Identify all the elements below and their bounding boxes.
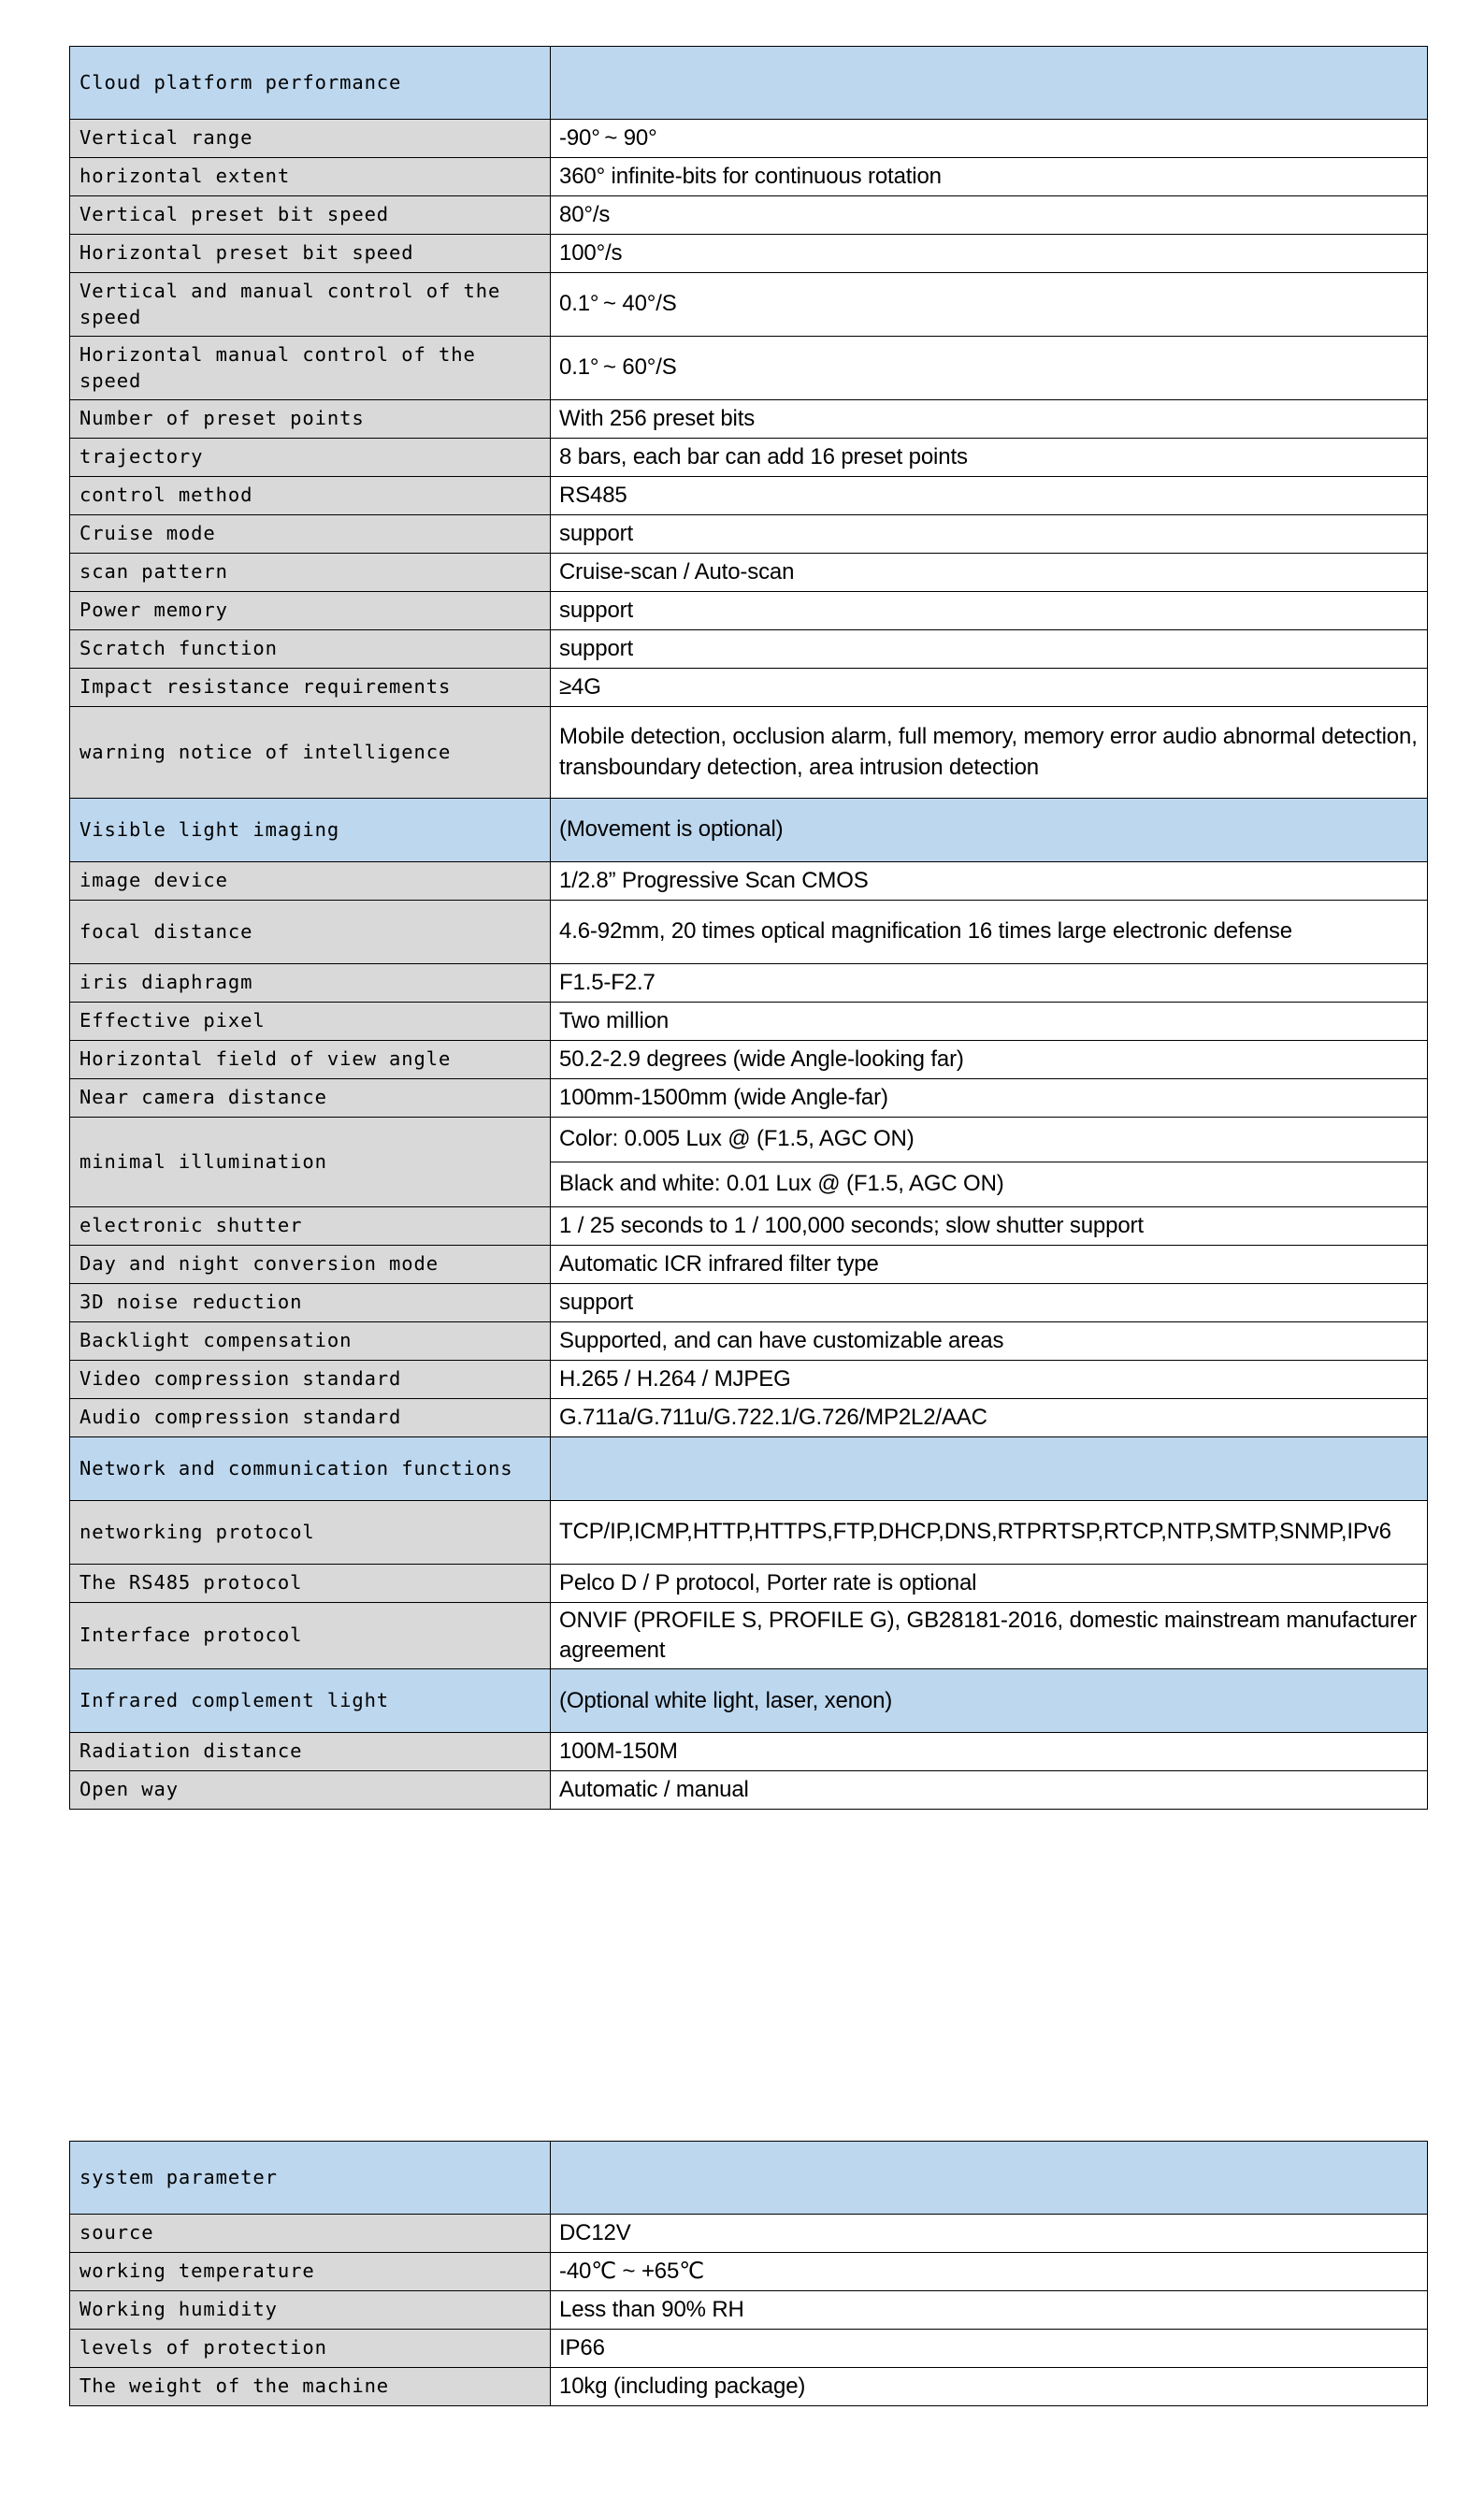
spec-label: Impact resistance requirements [70, 669, 551, 707]
table-row [70, 1041, 1428, 1079]
section-header-value: (Optional white light, laser, xenon) [551, 1669, 1428, 1733]
spec-value: 0.1° ~ 60°/S [551, 337, 1428, 400]
spec-label: scan pattern [70, 554, 551, 592]
spec-value: With 256 preset bits [551, 400, 1428, 439]
table-row [70, 2368, 1428, 2406]
table-row [70, 1771, 1428, 1810]
table-row [70, 669, 1428, 707]
spec-value: F1.5-F2.7 [551, 964, 1428, 1003]
spec-value: Automatic / manual [551, 1771, 1428, 1810]
spec-label: Power memory [70, 592, 551, 630]
spec-value: 360° infinite-bits for continuous rotation [551, 158, 1428, 196]
spec-label: Video compression standard [70, 1361, 551, 1399]
spec-value: support [551, 515, 1428, 554]
section-header-label: system parameter [70, 2142, 551, 2215]
spec-label: Interface protocol [70, 1603, 551, 1669]
spec-label: levels of protection [70, 2330, 551, 2368]
spec-value: Cruise-scan / Auto-scan [551, 554, 1428, 592]
table-row [70, 2253, 1428, 2291]
split-value-row [551, 1162, 1427, 1207]
spec-label: Backlight compensation [70, 1322, 551, 1361]
spec-value: 0.1° ~ 40°/S [551, 273, 1428, 337]
spec-value: 100M-150M [551, 1733, 1428, 1771]
spec-label: source [70, 2215, 551, 2253]
spec-value: Automatic ICR infrared filter type [551, 1246, 1428, 1284]
spec-value: 10kg (including package) [551, 2368, 1428, 2406]
cloud-platform-table-body [70, 47, 1428, 1810]
table-row [70, 1361, 1428, 1399]
spec-label: iris diaphragm [70, 964, 551, 1003]
spec-label: Cruise mode [70, 515, 551, 554]
spec-value: support [551, 1284, 1428, 1322]
section-header-label: Network and communication functions [70, 1437, 551, 1501]
table-row [70, 901, 1428, 964]
section-header-label: Visible light imaging [70, 799, 551, 862]
spec-value: Color: 0.005 Lux @ (F1.5, AGC ON) [551, 1118, 1427, 1162]
spec-value: -40℃ ~ +65℃ [551, 2253, 1428, 2291]
spec-label: Scratch function [70, 630, 551, 669]
spec-label: Open way [70, 1771, 551, 1810]
spec-value: Mobile detection, occlusion alarm, full memory, memory error audio abnormal detection, transboundary detection, area intrusion detection [551, 707, 1428, 799]
table-row [70, 1079, 1428, 1118]
table-row [70, 862, 1428, 901]
spec-label: image device [70, 862, 551, 901]
table-row [70, 439, 1428, 477]
table-row [70, 1284, 1428, 1322]
spec-label: Vertical and manual control of the speed [70, 273, 551, 337]
spec-label: Vertical range [70, 120, 551, 158]
table-row [70, 592, 1428, 630]
spec-label: Day and night conversion mode [70, 1246, 551, 1284]
table-row [70, 2215, 1428, 2253]
section-header-value: (Movement is optional) [551, 799, 1428, 862]
table-row [70, 2330, 1428, 2368]
table-row [70, 1565, 1428, 1603]
table-row [70, 2291, 1428, 2330]
section-header-value [551, 1437, 1428, 1501]
system-parameter-spec-table [69, 2141, 1428, 2406]
spec-label: Horizontal manual control of the speed [70, 337, 551, 400]
table-row [70, 1322, 1428, 1361]
spec-value: Less than 90% RH [551, 2291, 1428, 2330]
spec-value: ≥4G [551, 669, 1428, 707]
spec-label: 3D noise reduction [70, 1284, 551, 1322]
section-header-label: Cloud platform performance [70, 47, 551, 120]
spec-value: 100°/s [551, 235, 1428, 273]
spec-label: Number of preset points [70, 400, 551, 439]
spec-label: minimal illumination [70, 1118, 551, 1207]
table-row [70, 47, 1428, 120]
spec-value: support [551, 592, 1428, 630]
table-row [70, 1118, 1428, 1207]
section-header-value [551, 47, 1428, 120]
table-row [70, 1501, 1428, 1565]
table-row [70, 554, 1428, 592]
section-header-label: Infrared complement light [70, 1669, 551, 1733]
spec-label: Radiation distance [70, 1733, 551, 1771]
spec-label: working temperature [70, 2253, 551, 2291]
spec-label: Audio compression standard [70, 1399, 551, 1437]
section-header-value [551, 2142, 1428, 2215]
spec-value: 50.2-2.9 degrees (wide Angle-looking far) [551, 1041, 1428, 1079]
split-value-table [551, 1118, 1427, 1206]
table-row [70, 964, 1428, 1003]
spec-label: Near camera distance [70, 1079, 551, 1118]
table-row [70, 799, 1428, 862]
spec-value: Black and white: 0.01 Lux @ (F1.5, AGC ON) [551, 1162, 1427, 1207]
spec-value: 4.6-92mm, 20 times optical magnification 16 times large electronic defense [551, 901, 1428, 964]
spec-label: control method [70, 477, 551, 515]
spec-value: 1 / 25 seconds to 1 / 100,000 seconds; slow shutter support [551, 1207, 1428, 1246]
table-row [70, 707, 1428, 799]
table-row [70, 196, 1428, 235]
spec-value: H.265 / H.264 / MJPEG [551, 1361, 1428, 1399]
spec-value: 100mm-1500mm (wide Angle-far) [551, 1079, 1428, 1118]
table-row [70, 1437, 1428, 1501]
spec-label: Effective pixel [70, 1003, 551, 1041]
spec-value: Two million [551, 1003, 1428, 1041]
spec-label: networking protocol [70, 1501, 551, 1565]
spec-value: Pelco D / P protocol, Porter rate is optional [551, 1565, 1428, 1603]
spec-label: The RS485 protocol [70, 1565, 551, 1603]
spec-label: Horizontal preset bit speed [70, 235, 551, 273]
spec-value: 80°/s [551, 196, 1428, 235]
spec-value: 8 bars, each bar can add 16 preset points [551, 439, 1428, 477]
table-row [70, 1003, 1428, 1041]
spec-value: DC12V [551, 2215, 1428, 2253]
spec-value: IP66 [551, 2330, 1428, 2368]
table-row [70, 337, 1428, 400]
spec-label: Working humidity [70, 2291, 551, 2330]
table-row [70, 400, 1428, 439]
spec-value: G.711a/G.711u/G.722.1/G.726/MP2L2/AAC [551, 1399, 1428, 1437]
cloud-platform-spec-table [69, 46, 1428, 1810]
table-row [70, 158, 1428, 196]
spec-label: trajectory [70, 439, 551, 477]
spec-label: The weight of the machine [70, 2368, 551, 2406]
table-row [70, 1246, 1428, 1284]
spec-value: -90° ~ 90° [551, 120, 1428, 158]
table-row [70, 477, 1428, 515]
spec-label: Vertical preset bit speed [70, 196, 551, 235]
spec-label: horizontal extent [70, 158, 551, 196]
table-row [70, 2142, 1428, 2215]
spec-value: ONVIF (PROFILE S, PROFILE G), GB28181-2016, domestic mainstream manufacturer agreement [551, 1603, 1428, 1669]
table-row [70, 1207, 1428, 1246]
spec-label: electronic shutter [70, 1207, 551, 1246]
table-row [70, 515, 1428, 554]
spec-value: RS485 [551, 477, 1428, 515]
table-row [70, 1669, 1428, 1733]
spec-value: 1/2.8” Progressive Scan CMOS [551, 862, 1428, 901]
spec-value: Supported, and can have customizable areas [551, 1322, 1428, 1361]
spec-value: TCP/IP,ICMP,HTTP,HTTPS,FTP,DHCP,DNS,RTPRTSP,RTCP,NTP,SMTP,SNMP,IPv6 [551, 1501, 1428, 1565]
table-row [70, 1603, 1428, 1669]
spec-label: warning notice of intelligence [70, 707, 551, 799]
split-value-row [551, 1118, 1427, 1162]
system-parameter-table-body [70, 2142, 1428, 2406]
table-row [70, 273, 1428, 337]
spec-label: focal distance [70, 901, 551, 964]
table-row [70, 630, 1428, 669]
spec-value: support [551, 630, 1428, 669]
table-row [70, 120, 1428, 158]
spec-value [551, 1118, 1428, 1207]
table-row [70, 235, 1428, 273]
table-row [70, 1733, 1428, 1771]
table-row [70, 1399, 1428, 1437]
spec-label: Horizontal field of view angle [70, 1041, 551, 1079]
